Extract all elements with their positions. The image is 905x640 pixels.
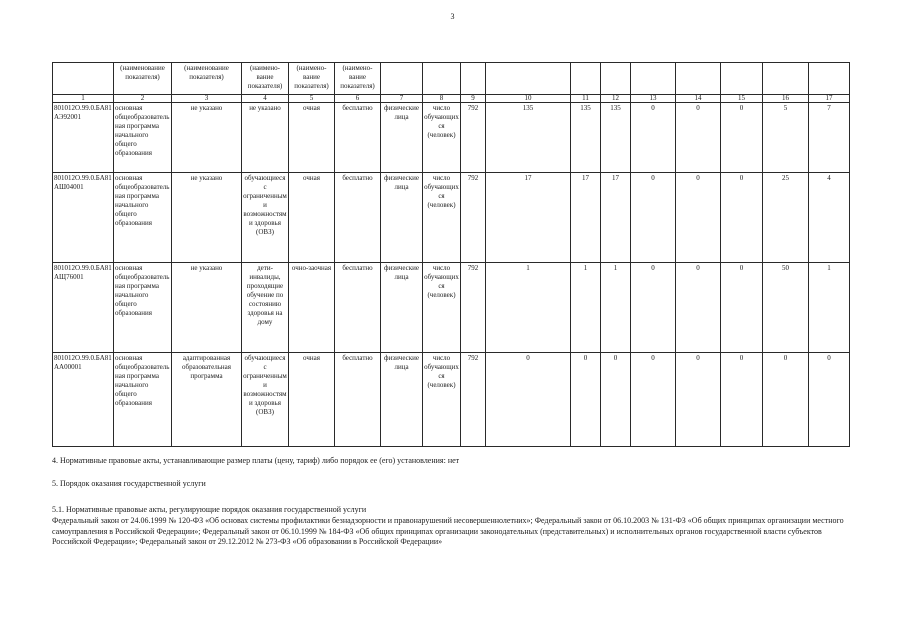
page-number: 3 [450, 12, 455, 21]
table-cell: 7 [809, 103, 850, 173]
table-cell: 0 [721, 103, 763, 173]
table-cell: очно-заочная [289, 263, 335, 353]
table-cell: 1 [809, 263, 850, 353]
table-cell: не указано [242, 103, 289, 173]
table-cell: 135 [601, 103, 631, 173]
table-cell [809, 63, 850, 95]
table-cell: 1 [571, 263, 601, 353]
table-cell: 0 [631, 173, 676, 263]
table-cell: 7 [381, 95, 423, 103]
table-cell: 801012О.99.0.БА81АЭ92001 [53, 103, 114, 173]
table-cell: (наимено-вание показателя) [242, 63, 289, 95]
table-cell: не указано [172, 103, 242, 173]
table-cell [721, 63, 763, 95]
table-cell: 0 [601, 353, 631, 447]
table-cell: число обучающихся (человек) [423, 103, 461, 173]
table-cell: бесплатно [335, 263, 381, 353]
table-cell: не указано [172, 263, 242, 353]
table-cell: 792 [461, 103, 486, 173]
table-cell: 17 [486, 173, 571, 263]
table-cell: 17 [571, 173, 601, 263]
table-cell: 0 [763, 353, 809, 447]
table-cell: 0 [809, 353, 850, 447]
table-cell: 2 [114, 95, 172, 103]
table-cell: очная [289, 353, 335, 447]
table-cell: 4 [809, 173, 850, 263]
table-cell: дети-инвалиды, проходящие обучение по состоянию здоровья на дому [242, 263, 289, 353]
table-cell: 792 [461, 353, 486, 447]
table-cell: 3 [172, 95, 242, 103]
table-cell: 5 [289, 95, 335, 103]
table-cell [763, 63, 809, 95]
table-cell: (наимено-вание показателя) [335, 63, 381, 95]
table-cell: обучающиеся с ограниченными возможностями здоровья (ОВЗ) [242, 353, 289, 447]
table-cell: 0 [676, 173, 721, 263]
table-row [53, 63, 850, 95]
table-cell: 10 [486, 95, 571, 103]
table-cell: 12 [601, 95, 631, 103]
table-cell: 17 [809, 95, 850, 103]
table-cell: физические лица [381, 353, 423, 447]
table-cell: 801012О.99.0.БА81АА00001 [53, 353, 114, 447]
table-row [53, 353, 850, 447]
table-cell: 0 [721, 173, 763, 263]
table-row [53, 173, 850, 263]
table-cell [53, 63, 114, 95]
table-cell: 792 [461, 263, 486, 353]
section-5-title: 5. Порядок оказания государственной услуги [52, 479, 206, 488]
table-cell [676, 63, 721, 95]
table-cell: 0 [676, 263, 721, 353]
table-cell [631, 63, 676, 95]
section-4-text: 4. Нормативные правовые акты, устанавливающие размер платы (цену, тариф) либо порядок ее (его) установления: нет [52, 456, 460, 465]
table-cell: 1 [601, 263, 631, 353]
table-cell: 792 [461, 173, 486, 263]
table-cell: 801012О.99.0.БА81АШ04001 [53, 173, 114, 263]
table-cell: 0 [631, 103, 676, 173]
table-cell: 0 [676, 353, 721, 447]
table-cell: (наимено-вание показателя) [289, 63, 335, 95]
table-cell [381, 63, 423, 95]
table-cell [423, 63, 461, 95]
table-cell: 50 [763, 263, 809, 353]
table-cell: 135 [571, 103, 601, 173]
table-cell: (наименование показателя) [114, 63, 172, 95]
table-cell: основная общеобразовательная программа начального общего образования [114, 353, 172, 447]
table-cell [486, 63, 571, 95]
table-cell: физические лица [381, 103, 423, 173]
table-cell: адаптированная образовательная программа [172, 353, 242, 447]
table-cell: 14 [676, 95, 721, 103]
table-cell: 1 [486, 263, 571, 353]
table-cell: обучающиеся с ограниченными возможностями здоровья (ОВЗ) [242, 173, 289, 263]
table-row [53, 263, 850, 353]
table-cell: физические лица [381, 173, 423, 263]
table-cell: не указано [172, 173, 242, 263]
table-cell: 13 [631, 95, 676, 103]
table-cell: 4 [242, 95, 289, 103]
table-cell: 0 [631, 353, 676, 447]
table-cell: бесплатно [335, 353, 381, 447]
table-cell: 8 [423, 95, 461, 103]
table-cell: 9 [461, 95, 486, 103]
table-cell [571, 63, 601, 95]
section-5-1-title: 5.1. Нормативные правовые акты, регулирующие порядок оказания государственной услуги [52, 505, 367, 514]
table-cell: 0 [631, 263, 676, 353]
table-cell: 6 [335, 95, 381, 103]
table-cell: основная общеобразовательная программа начального общего образования [114, 173, 172, 263]
table-cell: число обучающихся (человек) [423, 353, 461, 447]
table-cell: 801012О.99.0.БА81АЩ76001 [53, 263, 114, 353]
table-cell: 5 [763, 103, 809, 173]
table-cell: очная [289, 173, 335, 263]
table-cell: бесплатно [335, 103, 381, 173]
section-5-1-text: Федеральный закон от 24.06.1999 № 120-ФЗ «Об основах системы профилактики безнадзорности и правонарушений несовершеннолетних»; Федеральный закон от 06.10.2003 № 131-ФЗ «Об общих принципах организации местного самоуправления в Российской Федерации»; Федеральный закон от 06.10.1999 № 184-ФЗ «Об общих принципах организации законодательных (представительных) и исполнительных органов государственной власти субъектов Российской Федерации»; Федеральный закон от 29.12.2012 № 273-ФЗ «Об образовании в Российской Федерации» [52, 516, 844, 546]
table-cell: 15 [721, 95, 763, 103]
table-cell: очная [289, 103, 335, 173]
table-cell: физические лица [381, 263, 423, 353]
table-cell: 0 [571, 353, 601, 447]
table-cell: число обучающихся (человек) [423, 173, 461, 263]
table-cell: основная общеобразовательная программа начального общего образования [114, 103, 172, 173]
table-cell: число обучающихся (человек) [423, 263, 461, 353]
table-cell: 11 [571, 95, 601, 103]
table-cell: 16 [763, 95, 809, 103]
table-cell: 1 [53, 95, 114, 103]
table-cell: основная общеобразовательная программа начального общего образования [114, 263, 172, 353]
table-row [53, 95, 850, 103]
services-table [52, 62, 850, 447]
table-cell: (наименование показателя) [172, 63, 242, 95]
table-cell: 0 [486, 353, 571, 447]
table-cell: 0 [676, 103, 721, 173]
table-cell: 17 [601, 173, 631, 263]
table-cell [601, 63, 631, 95]
table-cell: 135 [486, 103, 571, 173]
table-row [53, 103, 850, 173]
table-cell [461, 63, 486, 95]
table-cell: бесплатно [335, 173, 381, 263]
table-cell: 0 [721, 353, 763, 447]
table-cell: 0 [721, 263, 763, 353]
table-cell: 25 [763, 173, 809, 263]
